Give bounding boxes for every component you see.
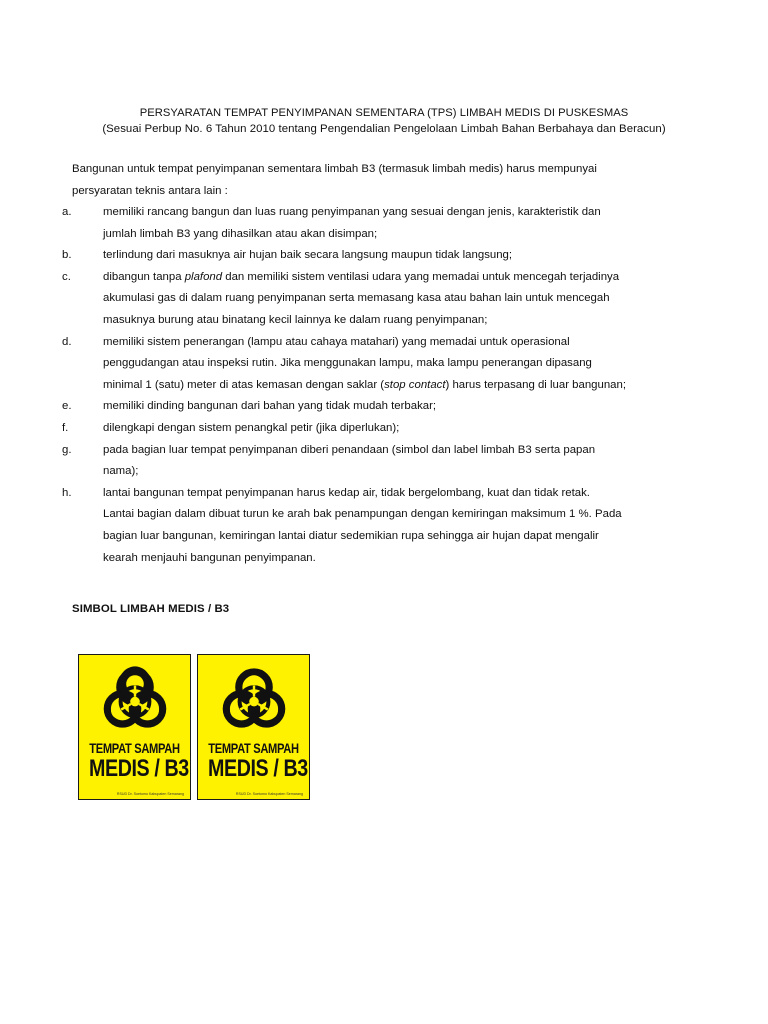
list-line: pada bagian luar tempat penyimpanan diberi penandaan (simbol dan label limbah B3 serta papan xyxy=(103,443,596,456)
list-line: akumulasi gas di dalam ruang penyimpanan serta memasang kasa atau bahan lain untuk mencegah xyxy=(103,292,610,305)
list-line: memiliki dinding bangunan dari bahan yang tidak mudah terbakar; xyxy=(103,400,437,413)
list-line: dilengkapi dengan sistem penangkal petir (jika diperlukan); xyxy=(103,421,400,434)
list-line xyxy=(103,375,712,397)
list-item xyxy=(62,332,712,397)
intro-line: persyaratan teknis antara lain : xyxy=(72,185,228,197)
list-item xyxy=(62,245,712,267)
text-run: ) harus terpasang di luar bangunan; xyxy=(445,378,626,391)
list-line: masuknya burung atau binatang kecil lainnya ke dalam ruang penyimpanan; xyxy=(103,313,488,326)
list-marker: g. xyxy=(62,443,72,456)
list-line: memiliki sistem penerangan (lampu atau cahaya matahari) yang memadai untuk operasional xyxy=(103,335,570,348)
symbol-heading: SIMBOL LIMBAH MEDIS / B3 xyxy=(72,603,230,615)
text-run: dan memiliki sistem ventilasi udara yang memadai untuk mencegah terjadinya xyxy=(222,270,620,283)
list-marker: f. xyxy=(62,421,69,434)
list-item xyxy=(62,418,712,440)
list-item xyxy=(62,483,712,569)
text-run: dibangun tanpa xyxy=(103,270,185,283)
list-line: terlindung dari masuknya air hujan baik secara langsung maupun tidak langsung; xyxy=(103,249,513,262)
biohazard-icon xyxy=(95,663,175,737)
list-line: nama); xyxy=(103,465,139,478)
document-subtitle: (Sesuai Perbup No. 6 Tahun 2010 tentang Pengendalian Pengelolaan Limbah Bahan Berbahaya dan Beracun) xyxy=(102,123,666,135)
list-item xyxy=(62,267,712,332)
sign-footer: RSUD Dr. Soetomo Kabupaten Semarang xyxy=(116,792,184,796)
sign-line-2: MEDIS / B3 xyxy=(88,755,189,782)
list-marker: b. xyxy=(62,249,72,262)
document-title: PERSYARATAN TEMPAT PENYIMPANAN SEMENTARA (TPS) LIMBAH MEDIS DI PUSKESMAS xyxy=(139,107,629,119)
list-marker: e. xyxy=(62,400,72,413)
intro-paragraph xyxy=(72,158,692,202)
list-line: Lantai bagian dalam dibuat turun ke arah bak penampungan dengan kemiringan maksimum 1 %. Pada xyxy=(103,508,622,521)
italic-term: stop contact xyxy=(384,378,446,391)
medical-waste-sign xyxy=(197,654,310,800)
biohazard-icon xyxy=(214,663,294,737)
list-line: kearah menjauhi bangunan penyimpanan. xyxy=(103,551,316,564)
requirements-list xyxy=(62,202,712,569)
list-line: penggudangan atau inspeksi rutin. Jika menggunakan lampu, maka lampu penerangan dipasang xyxy=(103,357,592,370)
list-item xyxy=(62,440,712,483)
list-marker: d. xyxy=(62,335,72,348)
list-item xyxy=(62,396,712,418)
sign-line-1: TEMPAT SAMPAH xyxy=(89,741,180,756)
text-run: minimal 1 (satu) meter di atas kemasan dengan saklar ( xyxy=(103,378,385,391)
list-marker: a. xyxy=(62,206,72,218)
list-item xyxy=(62,202,712,245)
list-marker: c. xyxy=(62,270,71,283)
list-line: lantai bangunan tempat penyimpanan harus kedap air, tidak bergelombang, kuat dan tidak retak. xyxy=(103,486,590,499)
sign-footer: RSUD Dr. Soetomo Kabupaten Semarang xyxy=(235,792,303,796)
list-line xyxy=(103,267,712,289)
list-line: memiliki rancang bangun dan luas ruang penyimpanan yang sesuai dengan jenis, karakteristik dan xyxy=(103,206,601,218)
list-marker: h. xyxy=(62,486,72,499)
list-line: bagian luar bangunan, kemiringan lantai diatur sedemikian rupa sehingga air hujan dapat mengalir xyxy=(103,529,599,542)
sign-line-1: TEMPAT SAMPAH xyxy=(208,741,299,756)
sign-line-2: MEDIS / B3 xyxy=(207,755,308,782)
list-line: jumlah limbah B3 yang dihasilkan atau akan disimpan; xyxy=(103,227,378,240)
intro-line: Bangunan untuk tempat penyimpanan sementara limbah B3 (termasuk limbah medis) harus mempunyai xyxy=(72,163,597,175)
italic-term: plafond xyxy=(184,270,223,283)
medical-waste-sign xyxy=(78,654,191,800)
